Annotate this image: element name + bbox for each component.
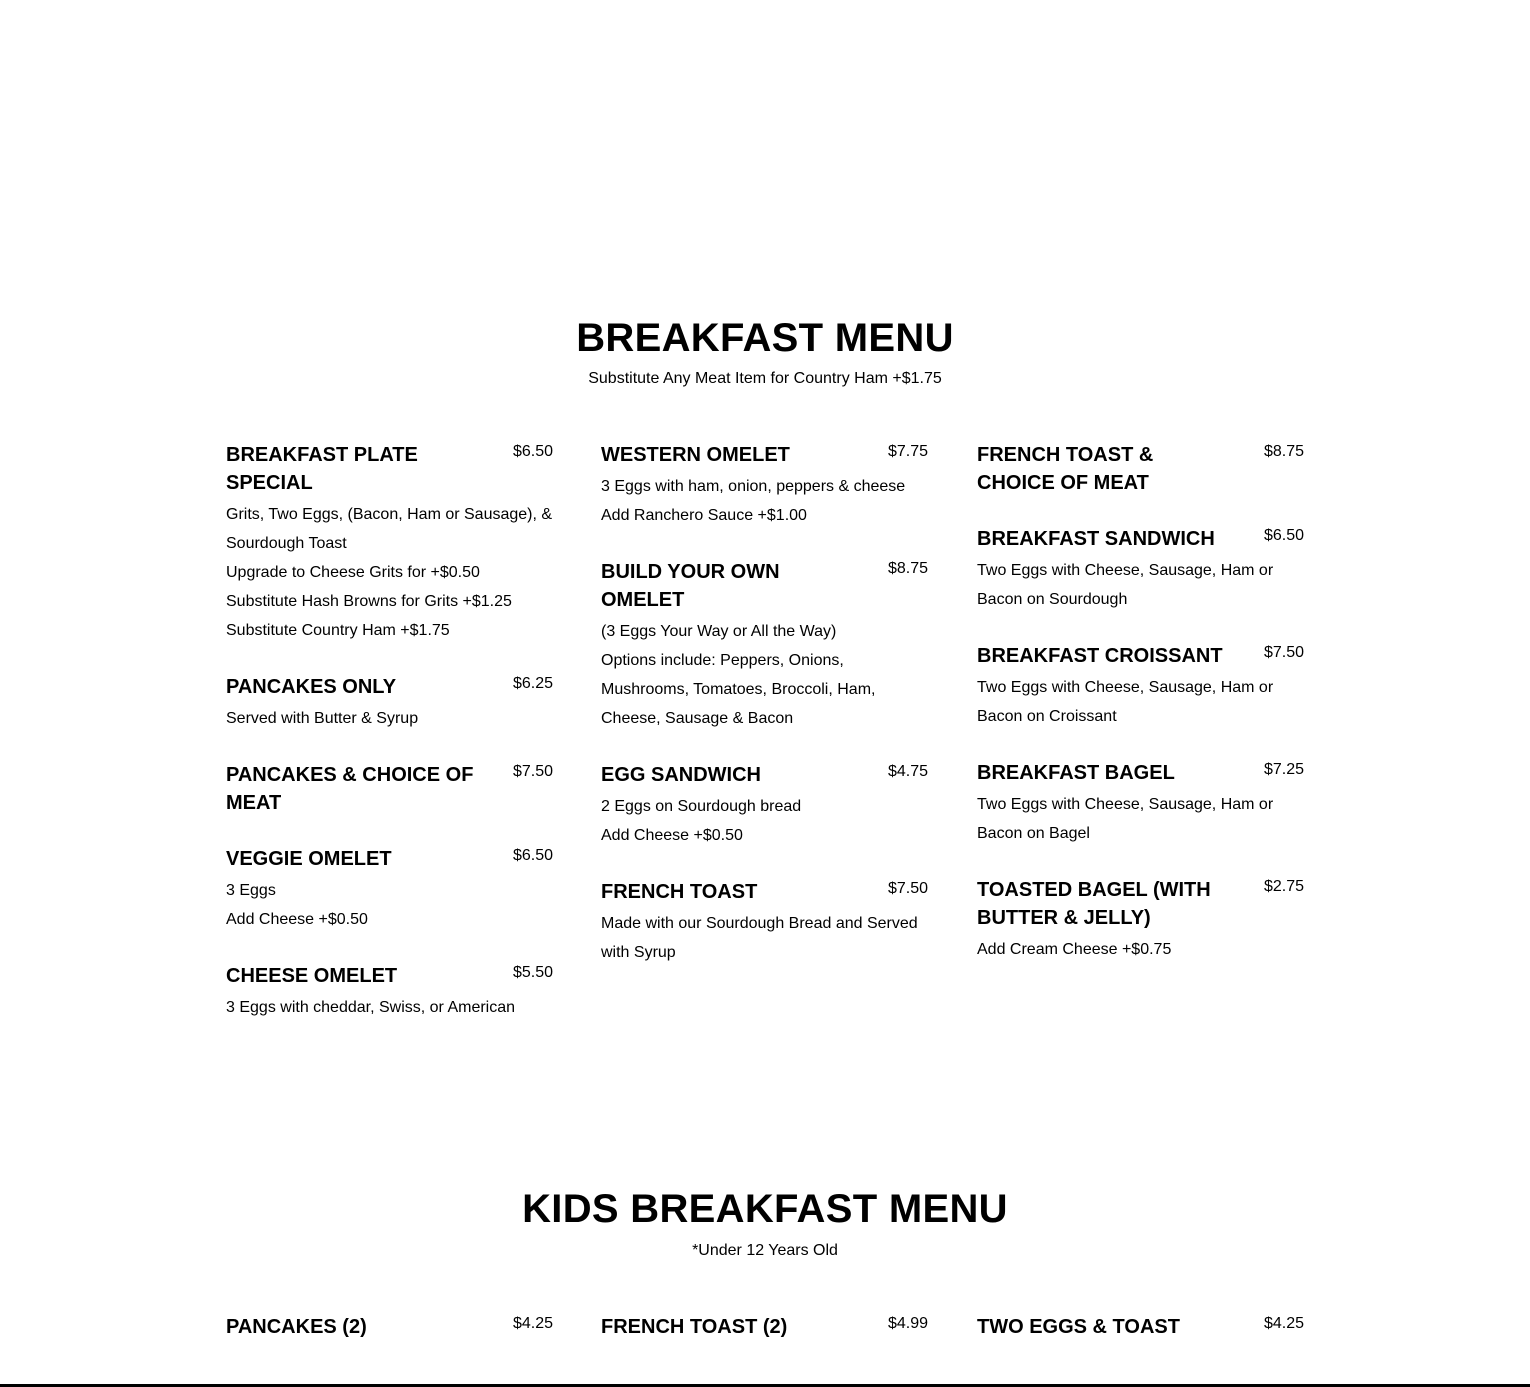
menu-item — [601, 878, 928, 967]
menu-item-name: PANCAKES ONLY — [226, 676, 397, 698]
menu-item-header — [977, 441, 1304, 497]
menu-item — [977, 876, 1304, 964]
menu-item — [601, 1313, 928, 1341]
menu-item-price: $4.75 — [887, 763, 928, 780]
menu-item-header — [601, 761, 928, 789]
kids-column-2 — [601, 1313, 928, 1369]
menu-item-detail: Two Eggs with Cheese, Sausage, Ham or Bacon on Croissant — [977, 679, 1274, 725]
menu-item-price: $6.50 — [512, 443, 553, 460]
menu-item — [601, 441, 928, 530]
menu-item-header — [601, 558, 928, 614]
menu-item-detail: 3 Eggs — [226, 882, 276, 899]
menu-item-name: PANCAKES & CHOICE OF MEAT — [226, 764, 474, 814]
menu-item-detail: Add Cream Cheese +$0.75 — [977, 941, 1172, 958]
menu-item-detail: Add Ranchero Sauce +$1.00 — [601, 507, 807, 524]
menu-item-price: $7.50 — [887, 880, 928, 897]
menu-item-price: $5.50 — [512, 964, 553, 981]
kids-menu-title: KIDS BREAKFAST MENU — [522, 1187, 1008, 1231]
menu-item-header — [226, 673, 553, 701]
menu-item-detail: Grits, Two Eggs, (Bacon, Ham or Sausage), & Sourdough Toast — [226, 506, 553, 552]
breakfast-column-1 — [226, 441, 553, 1050]
menu-item-description — [226, 704, 553, 733]
menu-item — [226, 673, 553, 733]
menu-item — [226, 441, 553, 645]
menu-item-detail: (3 Eggs Your Way or All the Way) — [601, 623, 837, 640]
menu-item — [226, 962, 553, 1022]
menu-item-description — [601, 472, 928, 530]
menu-item-description — [226, 500, 553, 645]
menu-item-name: BREAKFAST PLATE SPECIAL — [226, 444, 418, 494]
menu-item-price: $6.25 — [512, 675, 553, 692]
menu-item-detail: Made with our Sourdough Bread and Served with Syrup — [601, 915, 918, 961]
menu-item — [226, 845, 553, 934]
menu-item-name: BREAKFAST CROISSANT — [977, 645, 1223, 667]
menu-item-name: FRENCH TOAST (2) — [601, 1316, 788, 1338]
menu-item-name: VEGGIE OMELET — [226, 848, 392, 870]
menu-item-header — [977, 876, 1304, 932]
menu-item-price: $7.50 — [512, 763, 553, 780]
menu-item-price: $7.50 — [1263, 644, 1304, 661]
menu-item-detail: Options include: Peppers, Onions, Mushrooms, Tomatoes, Broccoli, Ham, Cheese, Sausage & Bacon — [601, 652, 876, 727]
menu-item-name: BUILD YOUR OWN OMELET — [601, 561, 780, 611]
menu-item-name: TOASTED BAGEL (WITH BUTTER & JELLY) — [977, 879, 1211, 929]
menu-item-price: $4.99 — [887, 1315, 928, 1332]
menu-item-header — [601, 1313, 928, 1341]
menu-item-detail: Two Eggs with Cheese, Sausage, Ham or Bacon on Bagel — [977, 796, 1274, 842]
menu-item-description — [226, 876, 553, 934]
menu-item-name: PANCAKES (2) — [226, 1316, 367, 1338]
menu-item-detail: 3 Eggs with ham, onion, peppers & cheese — [601, 478, 906, 495]
menu-item-detail: Upgrade to Cheese Grits for +$0.50 — [226, 564, 480, 581]
menu-item-detail: Substitute Hash Browns for Grits +$1.25 — [226, 593, 512, 610]
menu-item-detail: 2 Eggs on Sourdough bread — [601, 798, 802, 815]
menu-item-header — [977, 759, 1304, 787]
menu-item — [977, 441, 1304, 497]
menu-item-description — [226, 993, 553, 1022]
menu-item-name: WESTERN OMELET — [601, 444, 790, 466]
menu-item-price: $6.50 — [1263, 527, 1304, 544]
menu-item-detail: Add Cheese +$0.50 — [226, 911, 368, 928]
breakfast-menu-title: BREAKFAST MENU — [576, 316, 954, 360]
menu-item-price: $8.75 — [887, 560, 928, 577]
menu-item-header — [226, 845, 553, 873]
menu-item-header — [226, 761, 553, 817]
menu-item-name: FRENCH TOAST — [601, 881, 758, 903]
menu-item-price: $8.75 — [1263, 443, 1304, 460]
menu-item-detail: Substitute Country Ham +$1.75 — [226, 622, 450, 639]
kids-menu-subtitle: *Under 12 Years Old — [692, 1242, 838, 1259]
menu-item-description — [977, 790, 1304, 848]
menu-item-detail: Two Eggs with Cheese, Sausage, Ham or Bacon on Sourdough — [977, 562, 1274, 608]
menu-item — [226, 1313, 553, 1341]
menu-item-header — [601, 441, 928, 469]
menu-item-name: FRENCH TOAST & CHOICE OF MEAT — [977, 444, 1154, 494]
menu-item-name: BREAKFAST SANDWICH — [977, 528, 1215, 550]
menu-item-description — [977, 935, 1304, 964]
menu-item-detail: Served with Butter & Syrup — [226, 710, 419, 727]
menu-item-header — [601, 878, 928, 906]
menu-item-price: $2.75 — [1263, 878, 1304, 895]
menu-item-price: $4.25 — [1263, 1315, 1304, 1332]
menu-item-price: $7.75 — [887, 443, 928, 460]
menu-item-description — [977, 556, 1304, 614]
menu-item-description — [601, 909, 928, 967]
menu-item — [977, 1313, 1304, 1341]
menu-item-detail: Add Cheese +$0.50 — [601, 827, 743, 844]
breakfast-menu-subtitle: Substitute Any Meat Item for Country Ham +$1.75 — [588, 370, 942, 387]
menu-item-header — [977, 1313, 1304, 1341]
menu-item-detail: 3 Eggs with cheddar, Swiss, or American — [226, 999, 516, 1016]
menu-item-name: BREAKFAST BAGEL — [977, 762, 1175, 784]
menu-item-price: $6.50 — [512, 847, 553, 864]
menu-item-description — [601, 792, 928, 850]
menu-item — [977, 525, 1304, 614]
breakfast-column-2 — [601, 441, 928, 995]
menu-item-name: CHEESE OMELET — [226, 965, 398, 987]
menu-item-header — [226, 1313, 553, 1341]
menu-item — [601, 558, 928, 733]
menu-item-price: $7.25 — [1263, 761, 1304, 778]
menu-item — [226, 761, 553, 817]
menu-item-description — [601, 617, 928, 733]
menu-item-name: EGG SANDWICH — [601, 764, 761, 786]
menu-item-header — [977, 525, 1304, 553]
menu-item-header — [226, 962, 553, 990]
menu-item-name: TWO EGGS & TOAST — [977, 1316, 1180, 1338]
kids-column-1 — [226, 1313, 553, 1369]
menu-item-header — [226, 441, 553, 497]
menu-item-description — [977, 673, 1304, 731]
menu-item-price: $4.25 — [512, 1315, 553, 1332]
breakfast-column-3 — [977, 441, 1304, 992]
menu-item — [601, 761, 928, 850]
menu-item-header — [977, 642, 1304, 670]
menu-item — [977, 759, 1304, 848]
menu-item — [977, 642, 1304, 731]
kids-column-3 — [977, 1313, 1304, 1369]
